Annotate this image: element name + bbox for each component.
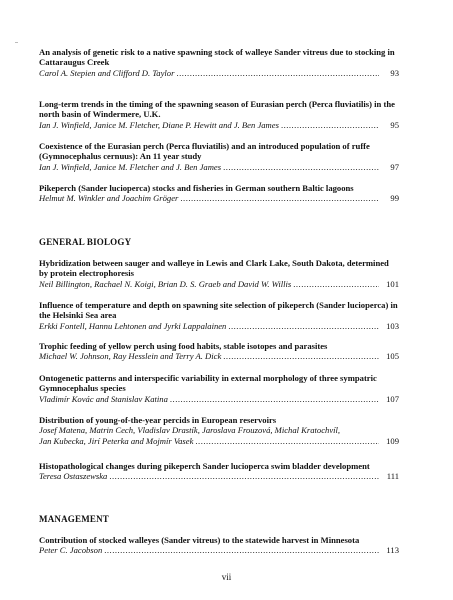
entry-title: Long-term trends in the timing of the spawning season of Eurasian perch (Perca fluviatilis) in the north basin of Windermere, U.K. [39,99,395,120]
toc-entry [39,535,399,556]
entry-page-number: 99 [390,193,399,204]
entry-title: Coexistence of the Eurasian perch (Perca fluviatilis) and an introduced population of ruffe (Gymnocephalus cernuus): An 11 year study [39,141,370,162]
dot-leader [176,68,379,78]
entry-page-number: 111 [386,471,399,482]
entry-page-number: 107 [386,393,399,404]
entry-title: Hybridization between sauger and walleye in Lewis and Clark Lake, South Dakota, determined by protein electrophoresis [39,258,389,279]
toc-entry [39,300,399,331]
dot-leader [293,279,379,289]
entry-page-number: 109 [386,435,399,446]
toc-entry [39,461,399,482]
entry-author-line [39,351,399,361]
entry-page-number: 113 [386,545,399,556]
entry-title: Distribution of young-of-the-year percids in European reservoirs [39,415,277,425]
entry-authors: Teresa Ostaszewska [39,471,108,482]
entry-author-line [39,162,399,172]
entry-page-number: 101 [386,278,399,289]
entry-page-number: 97 [390,161,399,172]
entry-author-line [39,545,399,555]
entry-title: Ontogenetic patterns and interspecific variability in external morphology of three sympatric Gymnocephalus species [39,373,377,394]
toc-entry [39,47,399,78]
entry-authors: Carol A. Stepien and Clifford D. Taylor [39,67,175,78]
dot-leader [228,321,379,331]
scan-mark [15,42,18,43]
entry-authors: Ian J. Winfield, Janice M. Fletcher and J. Ben James [39,161,222,172]
dot-leader [223,351,379,361]
entry-authors: Vladimír Kovác and Stanislav Katina [39,393,168,404]
entry-author-line [39,471,399,481]
toc-entry [39,373,399,404]
entry-author-line [39,193,399,203]
entry-authors: Helmut M. Winkler and Joachim Gröger [39,193,179,204]
entry-title: Contribution of stocked walleyes (Sander vitreus) to the statewide harvest in Minnesota [39,535,360,545]
entry-page-number: 103 [386,320,399,331]
entry-title: Histopathological changes during pikeperch Sander lucioperca swim bladder development [39,461,370,471]
entry-title: Pikeperch (Sander lucioperca) stocks and fisheries in German southern Baltic lagoons [39,183,354,193]
toc-entry [39,183,399,204]
entry-authors: Neil Billington, Rachael N. Koigi, Brian D. S. Graeb and David W. Willis [39,278,292,289]
entry-page-number: 93 [390,67,399,78]
toc-entry [39,341,399,362]
entry-authors: Michael W. Johnson, Ray Hesslein and Terry A. Dick [39,351,222,362]
dot-leader [104,545,379,555]
section-heading-management: MANAGEMENT [39,514,109,524]
entry-page-number: 95 [390,119,399,130]
dot-leader [281,120,379,130]
dot-leader [170,394,379,404]
dot-leader [223,162,379,172]
entry-authors: Erkki Fontell, Hannu Lehtonen and Jyrki Lappalainen [39,320,227,331]
entry-author-line [39,436,399,446]
entry-author-line [39,68,399,78]
dot-leader [195,436,379,446]
dot-leader [180,193,379,203]
entry-author-line [39,279,399,289]
toc-entry [39,141,399,172]
entry-authors: Peter C. Jacobson [39,545,103,556]
section-heading-general-biology: GENERAL BIOLOGY [39,237,132,247]
entry-authors: Jan Kubecka, Jirí Peterka and Mojmír Vasek [39,435,194,446]
toc-entry [39,415,399,446]
entry-title: Trophic feeding of yellow perch using food habits, stable isotopes and parasites [39,341,328,351]
toc-entry [39,258,399,289]
dot-leader [109,471,379,481]
entry-author-line [39,321,399,331]
entry-author-line [39,120,399,130]
toc-entry [39,99,399,130]
entry-page-number: 105 [386,351,399,362]
page-number-footer: vii [221,572,232,582]
entry-author-line [39,394,399,404]
entry-title: An analysis of genetic risk to a native spawning stock of walleye Sander vitreus due to stocking in Cattaraugus Creek [39,47,395,68]
entry-authors-line1: Josef Matena, Matrin Cech, Vladislav Drastík, Jaroslava Frouzová, Michal Kratochvíl, [39,425,341,436]
entry-title: Influence of temperature and depth on spawning site selection of pikeperch (Sander lucioperca) in the Helsinki Sea area [39,300,398,321]
entry-authors: Ian J. Winfield, Janice M. Fletcher, Diane P. Hewitt and J. Ben James [39,119,279,130]
